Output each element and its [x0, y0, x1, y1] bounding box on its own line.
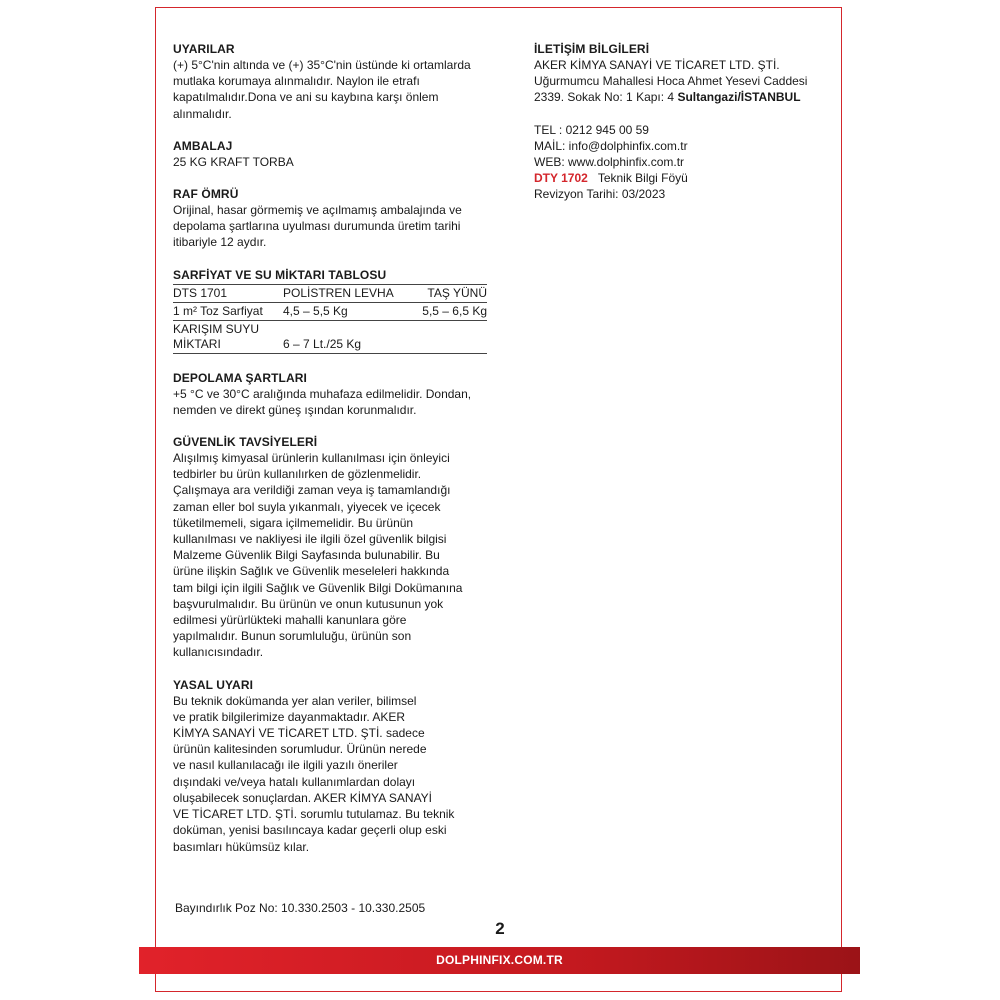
address-line: Uğurmumcu Mahallesi Hoca Ahmet Yesevi Caddesi	[534, 74, 808, 89]
section-body-ambalaj: 25 KG KRAFT TORBA	[173, 154, 294, 169]
section-body-yasal: Bu teknik dokümanda yer alan veriler, bilimsel ve pratik bilgilerimize dayanmaktadır. AKER KİMYA SANAYİ VE TİCARET LTD. ŞTİ. sadece ürünün kalitesinden sorumludur. Ürünün nerede ve nasıl kullanılacağı ile ilgili yazılı öneriler dışındaki ve/veya hatalı kullanımlardan dolayı oluşabilecek sonuçlardan. AKER KİMYA SANAYİ VE TİCARET LTD. ŞTİ. sorumlu tutulamaz. Bu teknik doküman, yenisi basılıncaya kadar geçerli olup eski basımları hükümsüz kılar.	[173, 693, 455, 854]
table-header-cell: DTS 1701	[173, 284, 283, 302]
contact-title: İLETİŞİM BİLGİLERİ	[534, 42, 650, 56]
company-name: AKER KİMYA SANAYİ VE TİCARET LTD. ŞTİ.	[534, 58, 780, 72]
section-uyarilar	[173, 41, 488, 122]
section-title-ambalaj: AMBALAJ	[173, 138, 233, 153]
page-number: 2	[495, 919, 505, 938]
section-sarfiyat	[173, 267, 488, 354]
table-header-cell: POLİSTREN LEVHA	[283, 284, 418, 302]
poz-number: Bayındırlık Poz No: 10.330.2503 - 10.330.2505	[175, 901, 426, 915]
table-cell	[173, 320, 283, 353]
section-title-sarfiyat: SARFİYAT VE SU MİKTARI TABLOSU	[173, 267, 387, 282]
section-title-uyarilar: UYARILAR	[173, 42, 235, 56]
table-row	[173, 302, 487, 320]
document-code: DTY 1702	[534, 171, 588, 186]
revision-date: Revizyon Tarihi: 03/2023	[534, 187, 666, 202]
section-depolama	[173, 370, 488, 418]
section-yasal	[173, 677, 488, 855]
footer-bar	[139, 947, 860, 974]
table-cell: 6 – 7 Lt./25 Kg	[283, 320, 418, 353]
table-header-row	[173, 284, 487, 302]
left-column	[173, 41, 488, 871]
section-title-guvenlik: GÜVENLİK TAVSİYELERİ	[173, 435, 318, 450]
section-title-yasal: YASAL UYARI	[173, 677, 254, 692]
table-cell-line: KARIŞIM SUYU	[173, 321, 260, 336]
contact-web[interactable]: WEB: www.dolphinfix.com.tr	[534, 155, 685, 170]
table-row	[173, 320, 487, 353]
table-cell	[418, 320, 487, 353]
contact-tel: TEL : 0212 945 00 59	[534, 122, 649, 137]
table-cell-line: MİKTARI	[173, 336, 221, 351]
document-code-line	[534, 170, 834, 186]
table-header-cell: TAŞ YÜNÜ	[418, 284, 487, 302]
section-body-uyarilar: (+) 5°C'nin altında ve (+) 35°C'nin üstünde ki ortamlarda mutlaka korumaya alınmalıdır. Naylon ile etrafı kapatılmalıdır.Dona ve ani su kaybına karşı önlem alınmalıdır.	[173, 58, 471, 121]
usage-table	[173, 284, 487, 354]
section-body-raf-omru: Orijinal, hasar görmemiş ve açılmamış ambalajında ve depolama şartlarına uyulması durumunda üretim tarihi itibariyle 12 aydır.	[173, 203, 462, 250]
section-ambalaj	[173, 138, 488, 170]
section-raf-omru	[173, 186, 488, 251]
contact-block	[534, 122, 834, 203]
address-city: Sultangazi/İSTANBUL	[677, 90, 801, 105]
table-cell: 4,5 – 5,5 Kg	[283, 302, 418, 320]
section-title-depolama: DEPOLAMA ŞARTLARI	[173, 370, 307, 385]
table-cell: 5,5 – 6,5 Kg	[418, 302, 487, 320]
table-cell: 1 m² Toz Sarfiyat	[173, 302, 283, 320]
right-column	[534, 41, 834, 203]
address-street: 2339. Sokak No: 1 Kapı: 4	[534, 90, 678, 105]
footer-website-link[interactable]: DOLPHINFIX.COM.TR	[436, 953, 563, 967]
section-title-raf-omru: RAF ÖMRÜ	[173, 187, 239, 202]
section-body-depolama: +5 °C ve 30°C aralığında muhafaza edilmelidir. Dondan, nemden ve direkt güneş ışından korunmalıdır.	[173, 386, 472, 417]
contact-mail[interactable]: MAİL: info@dolphinfix.com.tr	[534, 138, 688, 153]
document-type: Teknik Bilgi Föyü	[597, 171, 688, 186]
section-body-guvenlik: Alışılmış kimyasal ürünlerin kullanılması için önleyici tedbirler bu ürün kullanılırken de gözlenmelidir. Çalışmaya ara verildiği zaman veya iş tamamlandığı zaman eller bol suyla yıkanmalı, yiyecek ve içecek tüketilmemeli, sigara içilmemelidir. Bu ürünün kullanılması ve nakliyesi ile ilgili özel güvenlik bilgisi Malzeme Güvenlik Bilgi Sayfasında bulunabilir. Bu ürüne ilişkin Sağlık ve Güvenlik meseleleri hakkında tam bilgi için ilgili Sağlık ve Güvenlik Bilgi Dokümanına başvurulmalıdır. Bu ürünün ve onun kutusunun yok edilmesi yürürlükteki mahalli kanunlara göre yapılmalıdır. Bunun sorumluluğu, ürünün son kullanıcısındadır.	[173, 451, 463, 660]
address-line	[534, 89, 834, 105]
section-guvenlik	[173, 434, 488, 661]
